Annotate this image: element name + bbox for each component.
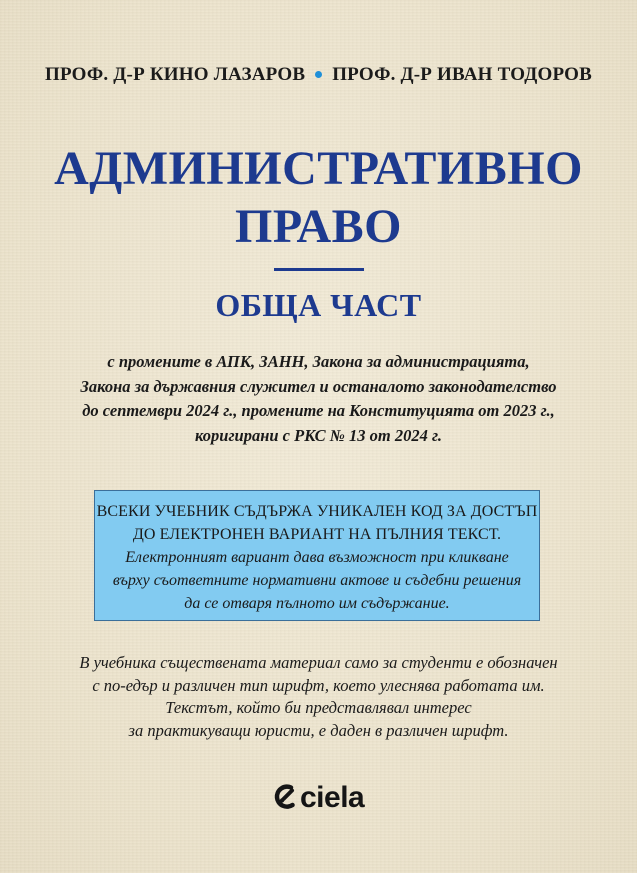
author-separator-dot bbox=[315, 71, 322, 78]
notice-italic-line: върху съответните нормативни актове и съдебни решения bbox=[112, 572, 522, 589]
author-ivan-todorov: ПРОФ. Д-Р ИВАН ТОДОРОВ bbox=[332, 64, 593, 85]
font-usage-line: за практикуващи юристи, е даден в различен шрифт. bbox=[128, 720, 509, 740]
font-usage-line: В учебника съществената материал само за студенти е обозначен bbox=[79, 653, 558, 672]
amendments-line: коригирани с РКС № 13 от 2024 г. bbox=[195, 425, 442, 445]
publisher-logo bbox=[271, 778, 364, 818]
book-title bbox=[0, 140, 637, 256]
amendments-line: с промените в АПК, ЗАНН, Закона за администрацията, bbox=[107, 352, 530, 371]
font-usage-line: Текстът, който би представлявал интерес bbox=[165, 698, 472, 717]
notice-italic-line: да се отваря пълното им съдържание. bbox=[184, 595, 450, 612]
electronic-access-notice bbox=[94, 490, 540, 621]
book-subtitle: ОБЩА ЧАСТ bbox=[215, 287, 422, 323]
authors-line bbox=[0, 64, 637, 86]
notice-italic-line: Електронният вариант дава възможност при кликване bbox=[125, 549, 509, 566]
notice-caps-line: ВСЕКИ УЧЕБНИК СЪДЪРЖА УНИКАЛЕН КОД ЗА ДОСТЪП bbox=[96, 503, 538, 520]
book-title-line-1: АДМИНИСТРАТИВНО bbox=[54, 142, 583, 195]
author-kino-lazarov: ПРОФ. Д-Р КИНО ЛАЗАРОВ bbox=[44, 64, 306, 85]
font-usage-line: с по-едър и различен тип шрифт, което улеснява работата им. bbox=[92, 675, 545, 695]
font-usage-note bbox=[40, 652, 597, 742]
amendments-note bbox=[40, 350, 597, 448]
notice-caps-line: ДО ЕЛЕКТРОНЕН ВАРИАНТ НА ПЪЛНИЯ ТЕКСТ. bbox=[132, 526, 502, 543]
title-divider bbox=[274, 268, 364, 271]
amendments-line: Закона за държавния служител и останалото законодателство bbox=[80, 376, 557, 396]
book-title-line-2: ПРАВО bbox=[234, 200, 403, 253]
publisher-name: ciela bbox=[300, 781, 365, 814]
ciela-logo-icon bbox=[271, 781, 297, 815]
amendments-line: до септември 2024 г., промените на Конституцията от 2023 г., bbox=[82, 401, 555, 420]
